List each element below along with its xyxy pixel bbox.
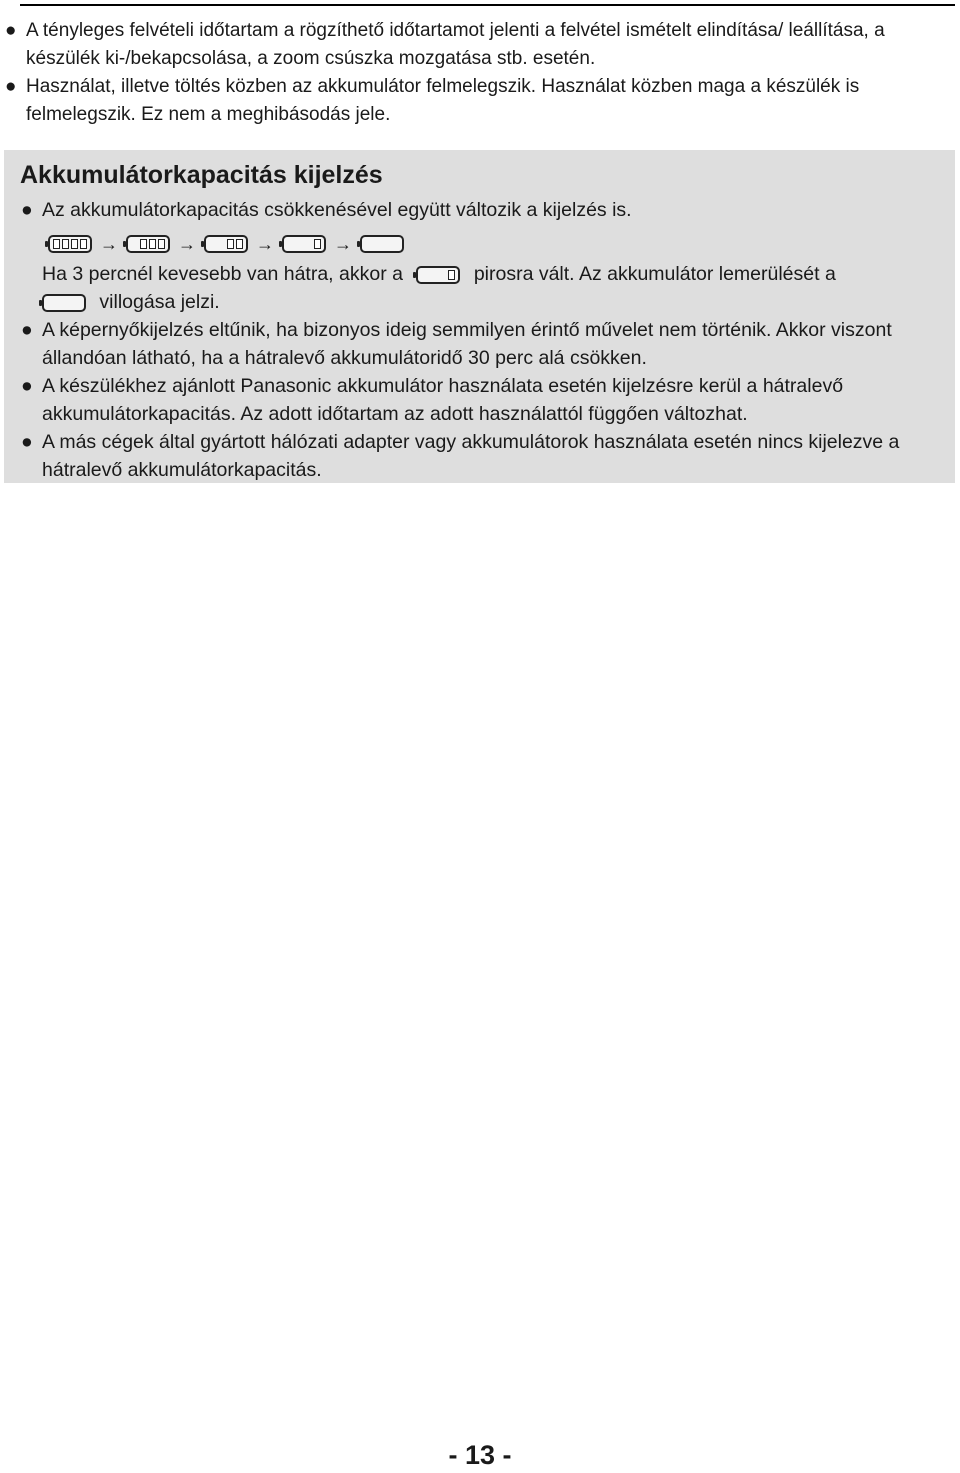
intro-notes xyxy=(4,17,954,129)
box-bullet-3 xyxy=(20,372,945,428)
intro-text-1: A tényleges felvételi időtartam a rögzíthető időtartamot jelenti a felvétel ismételt elindítása/ leállítása, a készülék ki-/bekapcsolása, a zoom csúszka mozgatása stb. esetén. xyxy=(26,20,885,69)
box-text-1: Az akkumulátorkapacitás csökkenésével együtt változik a kijelzés is. xyxy=(42,199,632,221)
bullet-dot: ● xyxy=(5,76,17,97)
battery-low-icon xyxy=(282,235,326,253)
intro-bullet-2 xyxy=(4,73,954,129)
battery-info-box xyxy=(4,150,955,483)
section-title: Akkumulátorkapacitás kijelzés xyxy=(20,161,383,189)
battery-sequence xyxy=(20,228,945,260)
page-number: - 13 - xyxy=(448,1440,512,1470)
box-text-2: A képernyőkijelzés eltűnik, ha bizonyos ideig semmilyen érintő művelet nem történik. Akkor viszont állandóan látható, ha a hátralevő akkumulátoridő 30 perc alá csökken. xyxy=(42,319,892,369)
box-text-3: A készülékhez ajánlott Panasonic akkumulátor használata esetén kijelzésre kerül a hátralevő akkumulátorkapacitás. Az adott időtartam az adott használattól függően változhat. xyxy=(42,375,844,425)
note-text-3: villogása jelzi. xyxy=(99,291,220,313)
battery-three-quarter-icon xyxy=(126,235,170,253)
bullet-dot: ● xyxy=(21,319,33,341)
bullet-dot: ● xyxy=(21,375,33,397)
arrow-right-icon: → xyxy=(178,234,196,254)
battery-empty-icon xyxy=(42,294,86,312)
box-bullet-4 xyxy=(20,428,945,484)
box-bullet-2 xyxy=(20,316,945,372)
box-bullet-1 xyxy=(20,196,945,224)
bullet-dot: ● xyxy=(5,20,17,41)
battery-empty-icon xyxy=(360,235,404,253)
battery-half-icon xyxy=(204,235,248,253)
arrow-right-icon: → xyxy=(334,234,352,254)
battery-low-icon xyxy=(416,266,460,284)
battery-full-icon xyxy=(48,235,92,253)
intro-text-2: Használat, illetve töltés közben az akkumulátor felmelegszik. Használat közben maga a készülék is felmelegszik. Ez nem a meghibásodás jele. xyxy=(26,76,860,125)
top-rule xyxy=(20,4,955,6)
arrow-right-icon: → xyxy=(100,234,118,254)
box-text-4: A más cégek által gyártott hálózati adapter vagy akkumulátorok használata esetén nincs kijelezve a hátralevő akkumulátorkapacitás. xyxy=(42,431,900,481)
arrow-right-icon: → xyxy=(256,234,274,254)
bullet-dot: ● xyxy=(21,199,33,221)
battery-note xyxy=(20,260,945,316)
intro-bullet-1 xyxy=(4,17,954,73)
note-text-2: pirosra vált. Az akkumulátor lemerülését a xyxy=(473,263,836,285)
note-text-1: Ha 3 percnél kevesebb van hátra, akkor a xyxy=(42,263,403,285)
bullet-dot: ● xyxy=(21,431,33,453)
